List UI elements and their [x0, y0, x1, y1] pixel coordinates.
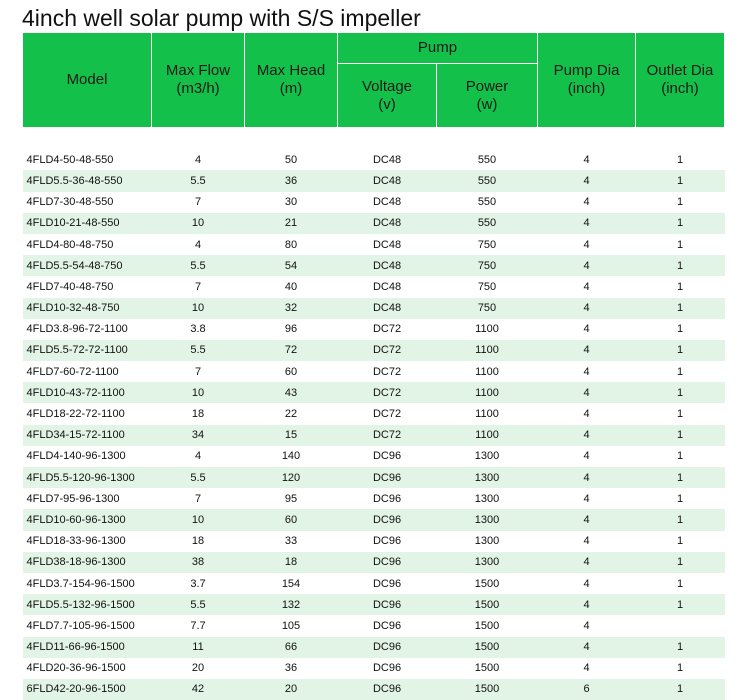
cell-max-head: 36 [245, 658, 338, 679]
table-row [23, 149, 725, 170]
table-row [23, 276, 725, 297]
cell-outlet-dia: 1 [636, 276, 725, 297]
cell-voltage: DC96 [338, 446, 437, 467]
cell-pump-dia: 4 [538, 615, 636, 636]
cell-outlet-dia: 1 [636, 319, 725, 340]
cell-model: 4FLD18-22-72-1100 [23, 403, 152, 424]
cell-pump-dia: 4 [538, 467, 636, 488]
cell-voltage: DC96 [338, 658, 437, 679]
cell-model: 4FLD5.5-132-96-1500 [23, 594, 152, 615]
cell-model: 4FLD7-60-72-1100 [23, 361, 152, 382]
cell-pump-dia: 4 [538, 276, 636, 297]
cell-max-head: 54 [245, 255, 338, 276]
cell-voltage: DC96 [338, 594, 437, 615]
cell-outlet-dia: 1 [636, 425, 725, 446]
cell-max-flow: 7 [152, 488, 245, 509]
cell-power: 1500 [437, 615, 538, 636]
table-row [23, 403, 725, 424]
cell-max-flow: 10 [152, 213, 245, 234]
header-model: Model [23, 33, 152, 128]
table-row [23, 340, 725, 361]
cell-max-head: 50 [245, 149, 338, 170]
table-header [23, 33, 725, 128]
cell-outlet-dia: 1 [636, 213, 725, 234]
cell-pump-dia: 4 [538, 170, 636, 191]
cell-max-flow: 20 [152, 658, 245, 679]
cell-power: 1300 [437, 531, 538, 552]
cell-power: 1100 [437, 382, 538, 403]
cell-power: 1100 [437, 340, 538, 361]
cell-model: 4FLD11-66-96-1500 [23, 637, 152, 658]
table-row [23, 361, 725, 382]
cell-voltage: DC72 [338, 361, 437, 382]
cell-max-flow: 10 [152, 298, 245, 319]
cell-max-flow: 10 [152, 382, 245, 403]
cell-pump-dia: 4 [538, 382, 636, 403]
cell-max-flow: 5.5 [152, 340, 245, 361]
cell-model: 4FLD3.8-96-72-1100 [23, 319, 152, 340]
cell-max-head: 66 [245, 637, 338, 658]
cell-pump-dia: 4 [538, 149, 636, 170]
cell-model: 4FLD10-43-72-1100 [23, 382, 152, 403]
cell-model: 4FLD7-95-96-1300 [23, 488, 152, 509]
cell-outlet-dia: 1 [636, 467, 725, 488]
cell-pump-dia: 4 [538, 488, 636, 509]
cell-pump-dia: 4 [538, 319, 636, 340]
cell-model: 4FLD7-40-48-750 [23, 276, 152, 297]
table-row [23, 615, 725, 636]
cell-max-flow: 42 [152, 679, 245, 700]
cell-power: 1300 [437, 488, 538, 509]
cell-outlet-dia: 1 [636, 679, 725, 700]
header-pump-dia: Pump Dia (inch) [538, 33, 636, 128]
cell-max-head: 15 [245, 425, 338, 446]
cell-power: 1100 [437, 319, 538, 340]
cell-pump-dia: 6 [538, 679, 636, 700]
cell-max-flow: 18 [152, 403, 245, 424]
cell-power: 550 [437, 213, 538, 234]
cell-max-flow: 7.7 [152, 615, 245, 636]
cell-voltage: DC96 [338, 679, 437, 700]
cell-outlet-dia: 1 [636, 658, 725, 679]
table-row [23, 298, 725, 319]
cell-outlet-dia: 1 [636, 552, 725, 573]
cell-model: 4FLD5.5-36-48-550 [23, 170, 152, 191]
cell-max-flow: 4 [152, 234, 245, 255]
cell-pump-dia: 4 [538, 552, 636, 573]
cell-max-head: 154 [245, 573, 338, 594]
cell-max-flow: 7 [152, 276, 245, 297]
cell-voltage: DC72 [338, 340, 437, 361]
cell-max-flow: 38 [152, 552, 245, 573]
cell-outlet-dia: 1 [636, 573, 725, 594]
cell-power: 750 [437, 298, 538, 319]
header-voltage: Voltage (v) [338, 64, 437, 128]
cell-voltage: DC96 [338, 615, 437, 636]
cell-voltage: DC48 [338, 234, 437, 255]
cell-max-flow: 4 [152, 149, 245, 170]
cell-max-head: 80 [245, 234, 338, 255]
cell-max-head: 72 [245, 340, 338, 361]
cell-power: 1300 [437, 509, 538, 530]
cell-max-head: 132 [245, 594, 338, 615]
cell-max-flow: 34 [152, 425, 245, 446]
cell-max-flow: 4 [152, 446, 245, 467]
table-row [23, 679, 725, 700]
cell-voltage: DC48 [338, 213, 437, 234]
table-row [23, 192, 725, 213]
cell-power: 1500 [437, 658, 538, 679]
page-title: 4inch well solar pump with S/S impeller [22, 4, 421, 32]
cell-outlet-dia: 1 [636, 403, 725, 424]
cell-max-head: 22 [245, 403, 338, 424]
cell-pump-dia: 4 [538, 509, 636, 530]
cell-outlet-dia: 1 [636, 149, 725, 170]
header-outlet-dia: Outlet Dia (inch) [636, 33, 725, 128]
cell-pump-dia: 4 [538, 234, 636, 255]
cell-model: 4FLD3.7-154-96-1500 [23, 573, 152, 594]
table-row [23, 594, 725, 615]
cell-voltage: DC48 [338, 149, 437, 170]
cell-voltage: DC96 [338, 509, 437, 530]
cell-model: 4FLD4-50-48-550 [23, 149, 152, 170]
cell-pump-dia: 4 [538, 298, 636, 319]
cell-power: 1100 [437, 425, 538, 446]
table-body [23, 128, 725, 700]
cell-power: 1500 [437, 573, 538, 594]
table-row [23, 382, 725, 403]
cell-pump-dia: 4 [538, 531, 636, 552]
cell-max-flow: 3.7 [152, 573, 245, 594]
cell-voltage: DC72 [338, 319, 437, 340]
pump-spec-table [22, 32, 725, 700]
cell-voltage: DC72 [338, 382, 437, 403]
cell-voltage: DC96 [338, 531, 437, 552]
table-row [23, 467, 725, 488]
table-row [23, 573, 725, 594]
cell-max-flow: 7 [152, 361, 245, 382]
table-row [23, 637, 725, 658]
cell-max-flow: 7 [152, 192, 245, 213]
cell-max-head: 30 [245, 192, 338, 213]
cell-model: 4FLD38-18-96-1300 [23, 552, 152, 573]
cell-voltage: DC96 [338, 637, 437, 658]
table-row [23, 319, 725, 340]
cell-power: 750 [437, 234, 538, 255]
table-row [23, 170, 725, 191]
cell-max-head: 21 [245, 213, 338, 234]
cell-power: 1100 [437, 403, 538, 424]
cell-pump-dia: 4 [538, 340, 636, 361]
cell-max-head: 105 [245, 615, 338, 636]
table-row [23, 488, 725, 509]
cell-power: 1300 [437, 467, 538, 488]
cell-model: 4FLD10-60-96-1300 [23, 509, 152, 530]
header-pump: Pump [338, 33, 538, 64]
cell-outlet-dia: 1 [636, 594, 725, 615]
cell-voltage: DC48 [338, 170, 437, 191]
cell-model: 4FLD4-80-48-750 [23, 234, 152, 255]
cell-max-head: 18 [245, 552, 338, 573]
cell-outlet-dia: 1 [636, 234, 725, 255]
cell-pump-dia: 4 [538, 255, 636, 276]
cell-pump-dia: 4 [538, 446, 636, 467]
cell-max-head: 140 [245, 446, 338, 467]
table-row [23, 255, 725, 276]
cell-outlet-dia: 1 [636, 361, 725, 382]
cell-voltage: DC96 [338, 573, 437, 594]
cell-max-head: 95 [245, 488, 338, 509]
cell-max-head: 60 [245, 361, 338, 382]
cell-max-head: 32 [245, 298, 338, 319]
cell-model: 4FLD4-140-96-1300 [23, 446, 152, 467]
cell-max-head: 36 [245, 170, 338, 191]
cell-outlet-dia: 1 [636, 446, 725, 467]
cell-power: 550 [437, 192, 538, 213]
cell-max-flow: 11 [152, 637, 245, 658]
cell-outlet-dia [636, 615, 725, 636]
cell-model: 4FLD5.5-72-72-1100 [23, 340, 152, 361]
cell-max-head: 120 [245, 467, 338, 488]
cell-power: 1300 [437, 552, 538, 573]
header-power: Power (w) [437, 64, 538, 128]
cell-max-flow: 5.5 [152, 255, 245, 276]
cell-outlet-dia: 1 [636, 192, 725, 213]
cell-max-head: 40 [245, 276, 338, 297]
cell-outlet-dia: 1 [636, 170, 725, 191]
table-row [23, 509, 725, 530]
cell-pump-dia: 4 [538, 361, 636, 382]
cell-voltage: DC48 [338, 255, 437, 276]
cell-model: 4FLD10-32-48-750 [23, 298, 152, 319]
cell-model: 4FLD10-21-48-550 [23, 213, 152, 234]
cell-pump-dia: 4 [538, 403, 636, 424]
cell-model: 4FLD5.5-54-48-750 [23, 255, 152, 276]
cell-pump-dia: 4 [538, 425, 636, 446]
cell-max-flow: 5.5 [152, 594, 245, 615]
cell-voltage: DC48 [338, 276, 437, 297]
cell-voltage: DC72 [338, 403, 437, 424]
cell-power: 550 [437, 149, 538, 170]
cell-power: 1500 [437, 679, 538, 700]
header-max-flow: Max Flow (m3/h) [152, 33, 245, 128]
cell-max-head: 20 [245, 679, 338, 700]
cell-outlet-dia: 1 [636, 488, 725, 509]
cell-pump-dia: 4 [538, 637, 636, 658]
cell-max-head: 43 [245, 382, 338, 403]
table-row [23, 531, 725, 552]
cell-outlet-dia: 1 [636, 509, 725, 530]
cell-outlet-dia: 1 [636, 637, 725, 658]
table-row [23, 446, 725, 467]
cell-max-flow: 10 [152, 509, 245, 530]
cell-model: 4FLD7-30-48-550 [23, 192, 152, 213]
cell-max-flow: 5.5 [152, 170, 245, 191]
cell-outlet-dia: 1 [636, 531, 725, 552]
cell-pump-dia: 4 [538, 192, 636, 213]
cell-power: 1300 [437, 446, 538, 467]
cell-voltage: DC48 [338, 298, 437, 319]
cell-voltage: DC48 [338, 192, 437, 213]
cell-outlet-dia: 1 [636, 298, 725, 319]
cell-model: 4FLD20-36-96-1500 [23, 658, 152, 679]
cell-pump-dia: 4 [538, 658, 636, 679]
cell-voltage: DC96 [338, 488, 437, 509]
cell-power: 1100 [437, 361, 538, 382]
cell-model: 4FLD5.5-120-96-1300 [23, 467, 152, 488]
cell-outlet-dia: 1 [636, 255, 725, 276]
cell-power: 750 [437, 255, 538, 276]
cell-power: 750 [437, 276, 538, 297]
cell-voltage: DC96 [338, 467, 437, 488]
header-spacer [23, 128, 725, 150]
cell-power: 550 [437, 170, 538, 191]
table-row [23, 234, 725, 255]
cell-model: 4FLD18-33-96-1300 [23, 531, 152, 552]
cell-max-head: 96 [245, 319, 338, 340]
cell-voltage: DC72 [338, 425, 437, 446]
cell-max-flow: 18 [152, 531, 245, 552]
cell-model: 6FLD42-20-96-1500 [23, 679, 152, 700]
cell-max-flow: 3.8 [152, 319, 245, 340]
table-row [23, 658, 725, 679]
table-row [23, 213, 725, 234]
cell-max-head: 60 [245, 509, 338, 530]
table-row [23, 552, 725, 573]
cell-outlet-dia: 1 [636, 340, 725, 361]
cell-model: 4FLD34-15-72-1100 [23, 425, 152, 446]
cell-power: 1500 [437, 637, 538, 658]
cell-outlet-dia: 1 [636, 382, 725, 403]
cell-pump-dia: 4 [538, 573, 636, 594]
cell-pump-dia: 4 [538, 594, 636, 615]
cell-max-flow: 5.5 [152, 467, 245, 488]
header-max-head: Max Head (m) [245, 33, 338, 128]
cell-model: 4FLD7.7-105-96-1500 [23, 615, 152, 636]
cell-pump-dia: 4 [538, 213, 636, 234]
table-row [23, 425, 725, 446]
cell-max-head: 33 [245, 531, 338, 552]
cell-voltage: DC96 [338, 552, 437, 573]
cell-power: 1500 [437, 594, 538, 615]
